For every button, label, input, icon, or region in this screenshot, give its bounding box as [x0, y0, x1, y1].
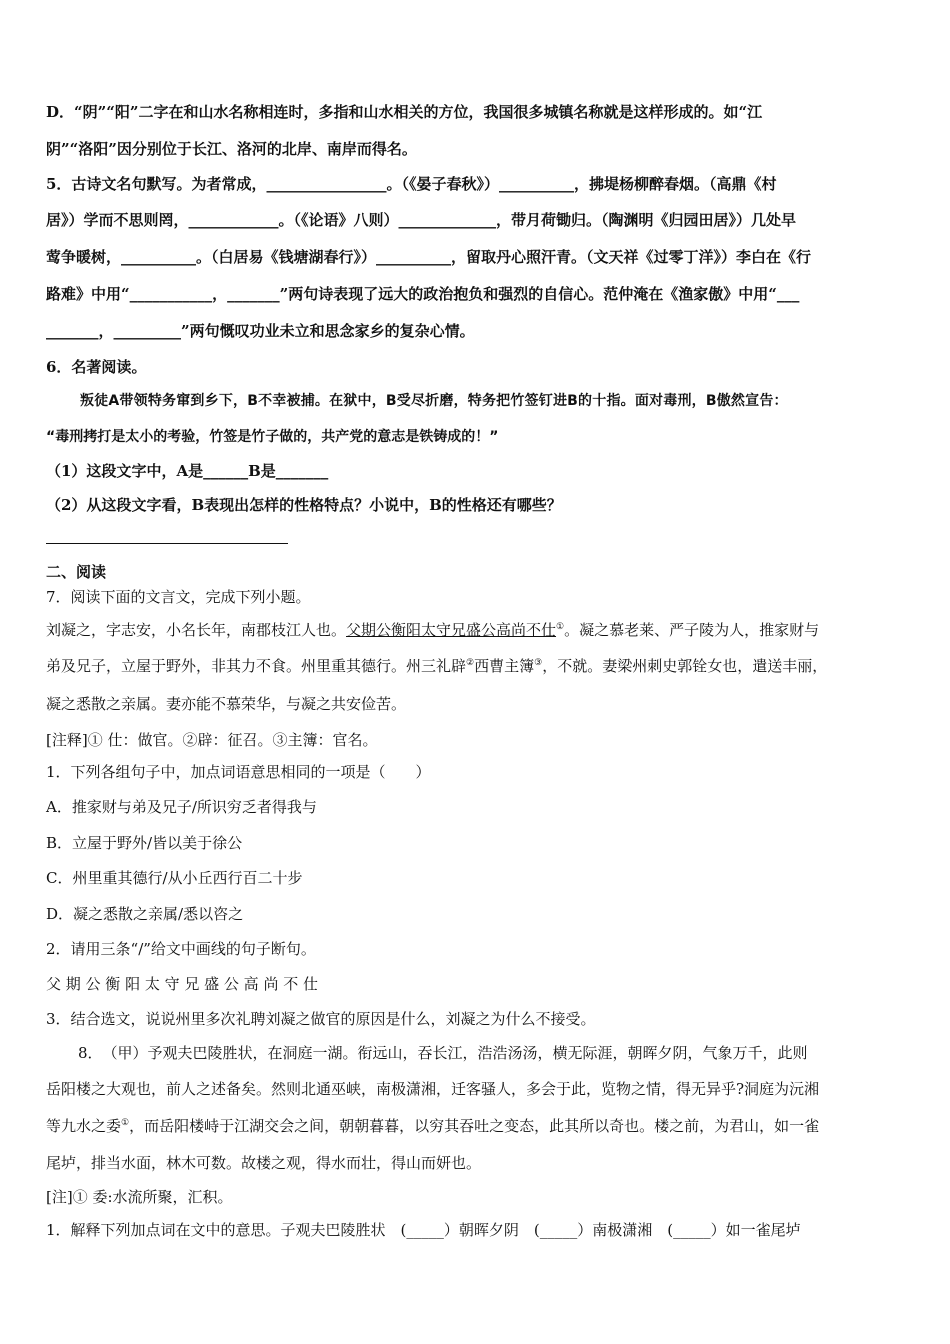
subquestion-3: 3．结合选文，说说州里多次礼聘刘凝之做官的原因是什么，刘凝之为什么不接受。	[46, 1010, 596, 1028]
footnote-mark: ①	[556, 622, 565, 632]
footnote-mark: ①	[121, 1118, 130, 1128]
option-d: D．凝之悉散之亲属/悉以咨之	[46, 905, 244, 923]
novel-excerpt: “毒刑拷打是太小的考验，竹签是竹子做的，共产党的意志是铁铸成的！”	[46, 429, 499, 445]
text-span: 刘凝之，字志安，小名长年，南郡枝江人也。	[46, 621, 347, 639]
spaced-sentence: 父 期 公 衡 阳 太 守 兄 盛 公 高 尚 不 仕	[46, 975, 318, 993]
section-title: 二、阅读	[46, 563, 107, 581]
subquestion-1: 1．下列各组句子中，加点词语意思相同的一项是（ ）	[46, 763, 431, 781]
classical-passage-line	[46, 656, 827, 676]
question-8-passage: 8． （甲）予观夫巴陵胜状，在洞庭一湖。衔远山，吞长江，浩浩汤汤，横无际涯，朝晖夕阴，气象万千，此则	[78, 1044, 808, 1062]
text-line: 莺争暖树，__________。（白居易《钱塘湖春行》）__________，留取丹心照汗青。（文天祥《过零丁洋》）李白在《行	[46, 248, 812, 266]
question-6-1: （1）这段文字中，A是______B是_______	[46, 462, 329, 480]
text-span: 等九水之委	[46, 1117, 122, 1135]
underlined-sentence: 父期公衡阳太守兄盛公高尚不仕	[346, 621, 557, 639]
novel-excerpt: 叛徒A带领特务窜到乡下，B不幸被捕。在狱中，B受尽折磨，特务把竹签钉进B的十指。面对毒刑，B傲然宣告：	[80, 393, 788, 409]
text-line: 路难》中用“___________，_______”两句诗表现了远大的政治抱负和强烈的自信心。范仲淹在《渔家傲》中用“___	[46, 285, 800, 303]
text-span: 弟及兄子，立屋于野外，非其力不食。州里重其德行。州三礼辟	[46, 657, 467, 675]
annotation: [注]① 委:水流所聚，汇积。	[46, 1188, 233, 1206]
text-line: 阴”“洛阳”因分别位于长江、洛河的北岸、南岸而得名。	[46, 140, 417, 158]
text-span: ，而岳阳楼峙于江湖交会之间，朝朝暮暮，以穷其吞吐之变态，此其所以奇也。楼之前，为君山，如一雀	[129, 1117, 820, 1135]
text-line: 居》）学而不思则罔，____________。（《论语》八则）_____________，带月荷锄归。（陶渊明《归园田居》）几处早	[46, 211, 797, 229]
classical-passage-line	[46, 620, 819, 640]
footnote-mark: ③	[534, 658, 543, 668]
option-b: B．立屋于野外/皆以美于徐公	[46, 834, 243, 852]
subquestion-2: 2．请用三条“/”给文中画线的句子断句。	[46, 940, 316, 958]
question-8-1: 1．解释下列加点词在文中的意思。子观夫巴陵胜状 (_____）朝晖夕阴 (_____）南极潇湘 (_____）如一雀尾垆	[46, 1221, 801, 1239]
question-5-text: 5．古诗文名句默写。为者常成，________________。（《晏子春秋》）__________，拂堤杨柳醉春烟。（高鼎《村	[46, 175, 777, 193]
passage-line	[46, 1116, 819, 1136]
text-line: D．“阴”“阳”二字在和山水名称相连时，多指和山水相关的方位，我国很多城镇名称就是这样形成的。如“江	[46, 103, 763, 121]
option-c: C．州里重其德行/从小丘西行百二十步	[46, 869, 303, 887]
text-line: _______，_________”两句慨叹功业未立和思念家乡的复杂心情。	[46, 322, 475, 340]
text-span: 西曹主簿	[474, 657, 535, 675]
passage-line: 岳阳楼之大观也，前人之述备矣。然则北通巫峡，南极潇湘，迁客骚人，多会于此，览物之情，得无异乎?洞庭为沅湘	[46, 1080, 820, 1098]
question-6-title: 6．名著阅读。	[46, 358, 147, 376]
answer-line	[46, 543, 288, 544]
option-a: A．推家财与弟及兄子/所识穷乏者得我与	[46, 798, 317, 816]
annotation: [注释]① 仕：做官。②辟：征召。③主簿：官名。	[46, 731, 378, 749]
question-7-title: 7．阅读下面的文言文，完成下列小题。	[46, 588, 311, 606]
footnote-mark: ②	[466, 658, 475, 668]
classical-passage-line: 凝之悉散之亲属。妻亦能不慕荣华，与凝之共安俭苦。	[46, 695, 407, 713]
text-span: 。凝之慕老莱、严子陵为人，推家财与	[564, 621, 820, 639]
text-span: ，不就。妻梁州刺史郭铨女也，遣送丰丽，	[542, 657, 828, 675]
passage-line: 尾垆，排当水面，林木可数。故楼之观，得水而壮，得山而妍也。	[46, 1154, 482, 1172]
question-6-2: （2）从这段文字看，B表现出怎样的性格特点？小说中，B的性格还有哪些？	[46, 496, 562, 514]
